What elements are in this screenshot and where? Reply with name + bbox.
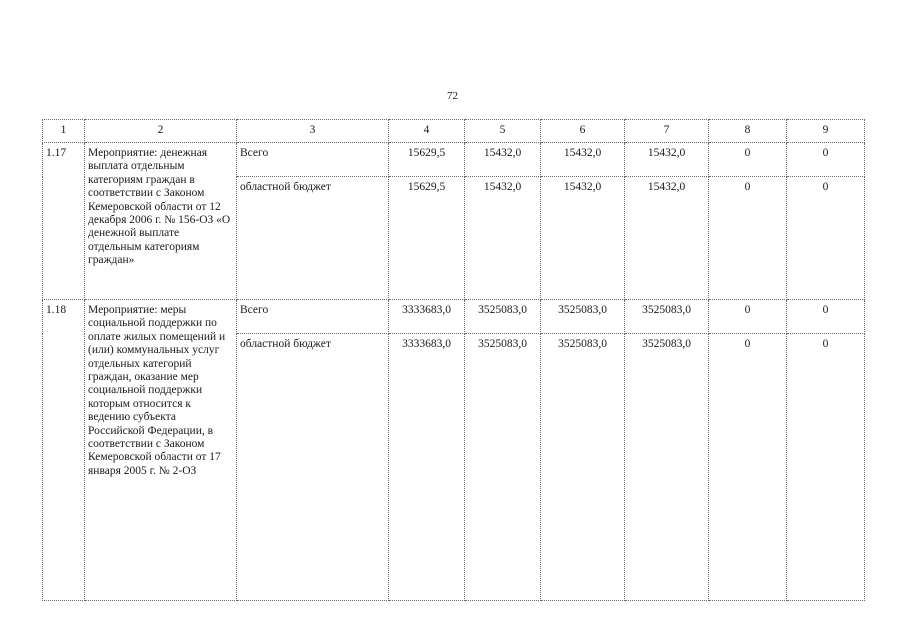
source-label: Всего [237, 300, 389, 334]
value-cell: 0 [709, 300, 787, 334]
header-col-9: 9 [787, 120, 865, 143]
row-description: Мероприятие: денежная выплата отдельным категориям граждан в соответствии с Законом Кемеровской области от 12 декабря 2006 г. № 156-ОЗ «О денежной выплате отдельным категориям граждан» [85, 143, 237, 300]
header-col-7: 7 [625, 120, 709, 143]
value-cell: 0 [787, 177, 865, 300]
value-cell: 0 [787, 143, 865, 177]
value-cell: 0 [787, 334, 865, 601]
header-col-1: 1 [43, 120, 85, 143]
value-cell: 15432,0 [465, 177, 541, 300]
header-col-6: 6 [541, 120, 625, 143]
header-col-4: 4 [389, 120, 465, 143]
header-row [43, 120, 865, 143]
value-cell: 15629,5 [389, 177, 465, 300]
value-cell: 3333683,0 [389, 334, 465, 601]
value-cell: 15432,0 [541, 177, 625, 300]
source-label: Всего [237, 143, 389, 177]
row-description: Мероприятие: меры социальной поддержки по оплате жилых помещений и (или) коммунальных услуг отдельных категорий граждан, оказание мер социальной поддержки которым относится к ведению субъекта Российской Федерации, в соответствии с Законом Кемеровской области от 17 января 2005 г. № 2-ОЗ [85, 300, 237, 601]
header-col-2: 2 [85, 120, 237, 143]
program-table [42, 119, 865, 601]
header-col-3: 3 [237, 120, 389, 143]
value-cell: 15432,0 [625, 143, 709, 177]
value-cell: 3525083,0 [541, 334, 625, 601]
table-row [43, 143, 865, 177]
value-cell: 0 [709, 334, 787, 601]
row-code: 1.17 [43, 143, 85, 300]
value-cell: 0 [787, 300, 865, 334]
value-cell: 15432,0 [465, 143, 541, 177]
value-cell: 15432,0 [625, 177, 709, 300]
value-cell: 3525083,0 [625, 334, 709, 601]
page-number: 72 [447, 90, 458, 102]
row-code: 1.18 [43, 300, 85, 601]
value-cell: 3525083,0 [625, 300, 709, 334]
value-cell: 3333683,0 [389, 300, 465, 334]
header-col-8: 8 [709, 120, 787, 143]
value-cell: 15629,5 [389, 143, 465, 177]
value-cell: 0 [709, 143, 787, 177]
value-cell: 3525083,0 [465, 334, 541, 601]
source-label: областной бюджет [237, 177, 389, 300]
value-cell: 3525083,0 [465, 300, 541, 334]
table-row [43, 300, 865, 334]
value-cell: 15432,0 [541, 143, 625, 177]
source-label: областной бюджет [237, 334, 389, 601]
header-col-5: 5 [465, 120, 541, 143]
value-cell: 0 [709, 177, 787, 300]
value-cell: 3525083,0 [541, 300, 625, 334]
